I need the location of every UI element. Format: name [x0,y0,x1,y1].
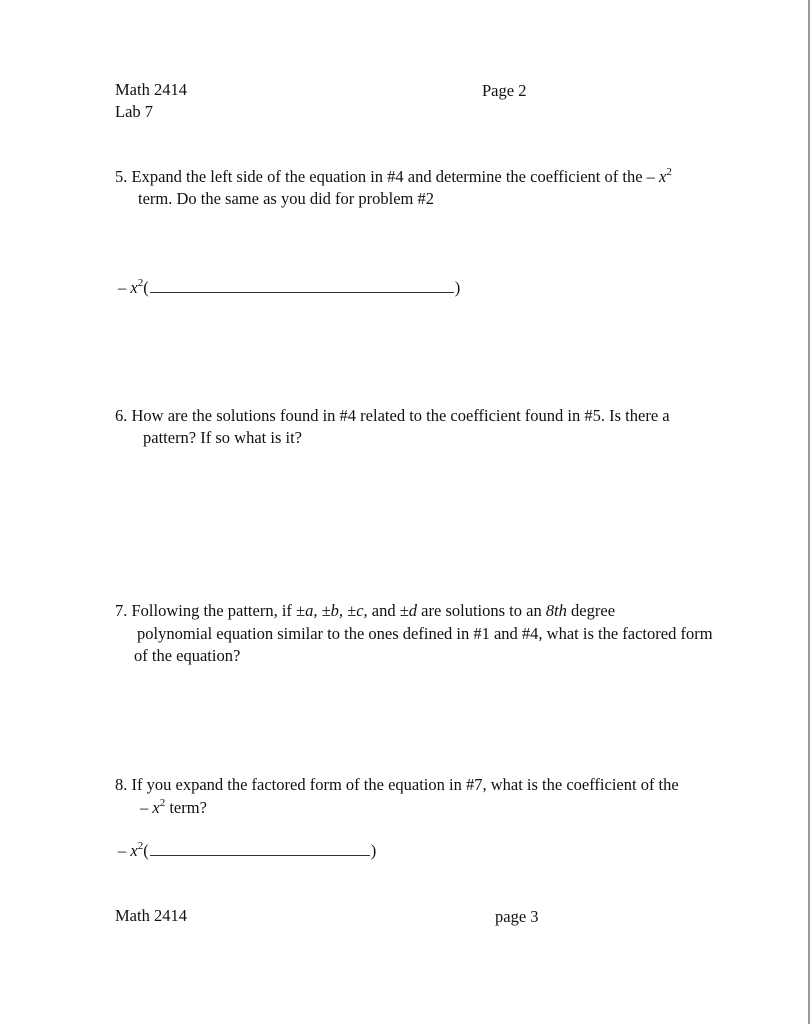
answer-8-blank[interactable] [150,841,370,856]
question-8-line1: If you expand the factored form of the equation in #7, what is the coefficient of the [131,775,679,794]
answer-5-blank[interactable] [150,278,454,293]
math-variable: x [130,278,138,297]
header-lab: Lab 7 [115,102,154,121]
math-variable: x [130,841,138,860]
answer-5-open-paren: ( [143,278,149,297]
question-5-number: 5. [115,167,128,186]
question-8-term: term? [169,798,207,817]
question-8-line2 [140,797,207,819]
question-5-line1: Expand the left side of the equation in #4 and determine the coefficient of the – [131,167,655,186]
question-7-solutions-abc: ±a, ±b, ±c, [296,601,368,620]
question-7-text-b: are solutions to an [421,601,542,620]
question-7-solution-d: ±d [399,601,418,620]
question-7-and: and [371,601,396,620]
math-exponent: 2 [137,839,144,852]
answer-8-open-paren: ( [143,841,149,860]
math-exponent: 2 [159,796,166,809]
question-6-line2: pattern? If so what is it? [143,428,302,447]
question-6 [115,405,670,427]
header-page: Page 2 [482,81,527,100]
answer-5-line [118,277,460,299]
header-course: Math 2414 [115,80,187,99]
question-8 [115,774,679,796]
answer-8-close-paren: ) [370,841,377,860]
question-5 [115,166,672,188]
math-variable: x [659,167,667,186]
answer-8-prefix: – [118,841,127,860]
answer-5-close-paren: ) [454,278,461,297]
question-8-number: 8. [115,775,128,794]
question-7-line3: of the equation? [134,646,241,665]
question-7 [115,600,615,622]
question-8-minus: – [140,798,149,817]
question-7-degree: 8th [545,601,567,620]
question-7-text-a: Following the pattern, if [131,601,292,620]
footer-page: page 3 [495,907,539,926]
question-6-number: 6. [115,406,128,425]
footer-course: Math 2414 [115,906,187,925]
math-variable: x [152,798,160,817]
math-exponent: 2 [137,276,144,289]
question-6-line1: How are the solutions found in #4 related to the coefficient found in #5. Is there a [131,406,670,425]
answer-8-line [118,840,376,862]
math-exponent: 2 [666,165,672,178]
question-7-line2: polynomial equation similar to the ones defined in #1 and #4, what is the factored form [137,624,713,643]
question-5-line2: term. Do the same as you did for problem #2 [138,189,435,208]
question-7-text-c: degree [571,601,616,620]
page-right-border [808,0,810,1024]
answer-5-prefix: – [118,278,127,297]
question-7-number: 7. [115,601,128,620]
